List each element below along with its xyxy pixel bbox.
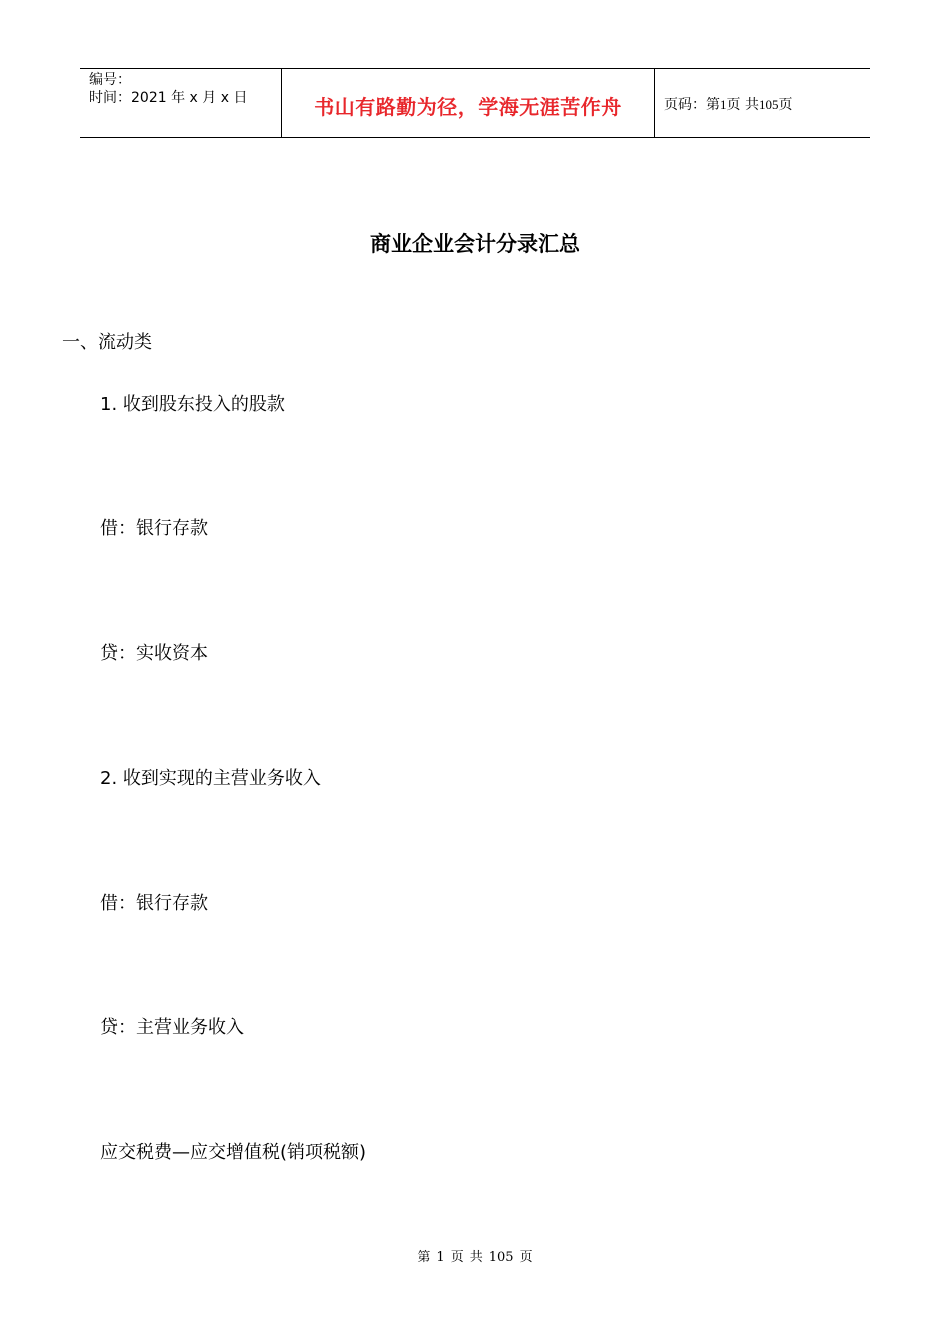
credit-line: 贷：实收资本	[100, 643, 208, 664]
entry-heading: 2. 收到实现的主营业务收入	[100, 768, 321, 789]
page-suffix: 页	[778, 97, 793, 113]
page-header	[80, 68, 870, 138]
credit-line: 贷：主营业务收入	[100, 1017, 244, 1038]
time-label: 时间：2021 年 x 月 x 日	[89, 90, 248, 106]
document-title: 商业企业会计分录汇总	[370, 232, 580, 256]
credit-line: 应交税费—应交增值税(销项税额)	[100, 1142, 367, 1163]
debit-line: 借：银行存款	[100, 518, 208, 539]
footer-word: 页	[450, 1250, 464, 1265]
debit-line: 借：银行存款	[100, 893, 208, 914]
page-prefix: 页码：第	[664, 97, 720, 113]
footer-word: 页	[519, 1250, 533, 1265]
page-total: 105	[758, 97, 779, 112]
footer-total-pages: 105	[488, 1250, 514, 1265]
footer-word: 第	[417, 1250, 431, 1265]
header-motto: 书山有路勤为径，学海无涯苦作舟	[314, 95, 622, 119]
header-divider	[654, 69, 655, 137]
page-mid: 页 共	[726, 97, 759, 113]
number-label: 编号：	[89, 72, 131, 88]
header-page-info	[664, 94, 792, 114]
footer-word: 共	[469, 1250, 483, 1265]
footer-current-page: 1	[436, 1250, 445, 1265]
header-meta	[89, 71, 247, 107]
page-current: 1	[720, 97, 727, 112]
page-footer	[0, 1246, 950, 1265]
entry-heading: 1. 收到股东投入的股款	[100, 394, 285, 415]
section-heading: 一、流动类	[62, 332, 152, 353]
